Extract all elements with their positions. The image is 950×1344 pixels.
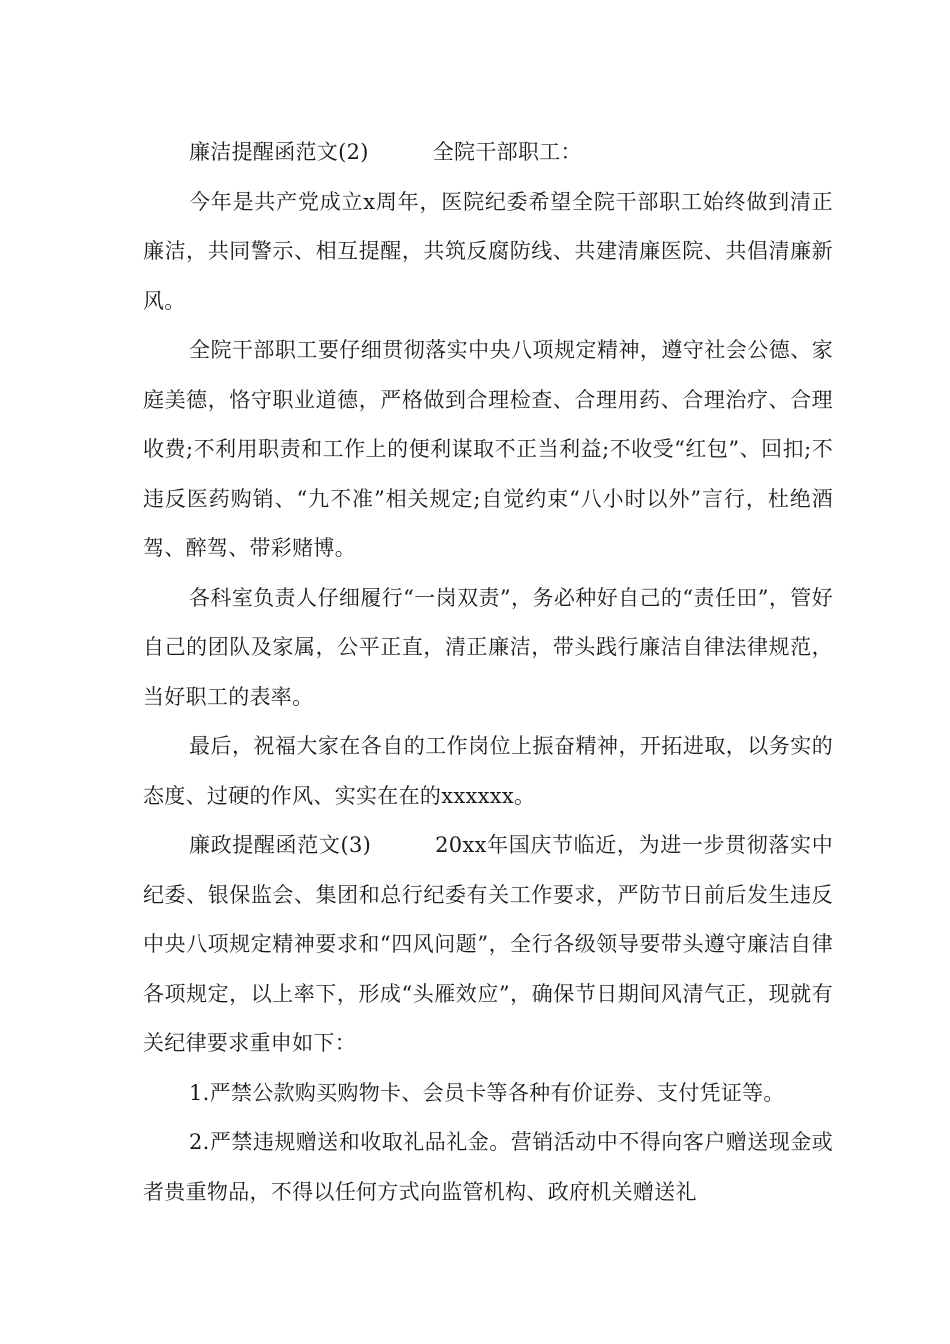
paragraph-text: 20xx年国庆节临近，为进一步贯彻落实中纪委、银保监会、集团和总行纪委有关工作要求，严防节日前后发生违反中央八项规定精神要求和“四风问题”，全行各级领导要带头遵守廉洁自律各项规定，以上率下，形成“头雁效应”，确保节日期间风清气正，现就有关纪律要求重申如下： <box>143 833 833 1055</box>
paragraph-heading-2 <box>143 128 833 178</box>
salutation: 全院干部职工： <box>432 140 582 164</box>
paragraph: 今年是共产党成立x周年，医院纪委希望全院干部职工始终做到清正廉洁，共同警示、相互提醒，共筑反腐防线、共建清廉医院、共倡清廉新风。 <box>143 189 833 313</box>
paragraph: 各科室负责人仔细履行“一岗双责”，务必种好自己的“责任田”，管好自己的团队及家属，公平正直，清正廉洁，带头践行廉洁自律法律规范，当好职工的表率。 <box>143 585 833 709</box>
section-title: 廉政提醒函范文(3) <box>189 833 372 857</box>
paragraph: 全院干部职工要仔细贯彻落实中央八项规定精神，遵守社会公德、家庭美德，恪守职业道德，严格做到合理检查、合理用药、合理治疗、合理收费;不利用职责和工作上的便利谋取不正当利益;不收受“红包”、回扣;不违反医药购销、“九不准”相关规定;自觉约束“八小时以外”言行，杜绝酒驾、醉驾、带彩赌博。 <box>143 338 833 560</box>
section-title: 廉洁提醒函范文(2) <box>189 140 369 164</box>
document-body <box>143 128 833 1217</box>
list-item-2: 2.严禁违规赠送和收取礼品礼金。营销活动中不得向客户赠送现金或者贵重物品，不得以任何方式向监管机构、政府机关赠送礼 <box>143 1130 833 1204</box>
list-item-1: 1.严禁公款购买购物卡、会员卡等各种有价证券、支付凭证等。 <box>189 1080 785 1105</box>
paragraph-heading-3 <box>143 821 833 1069</box>
paragraph: 最后，祝福大家在各自的工作岗位上振奋精神，开拓进取，以务实的态度、过硬的作风、实实在在的xxxxxx。 <box>143 734 833 808</box>
